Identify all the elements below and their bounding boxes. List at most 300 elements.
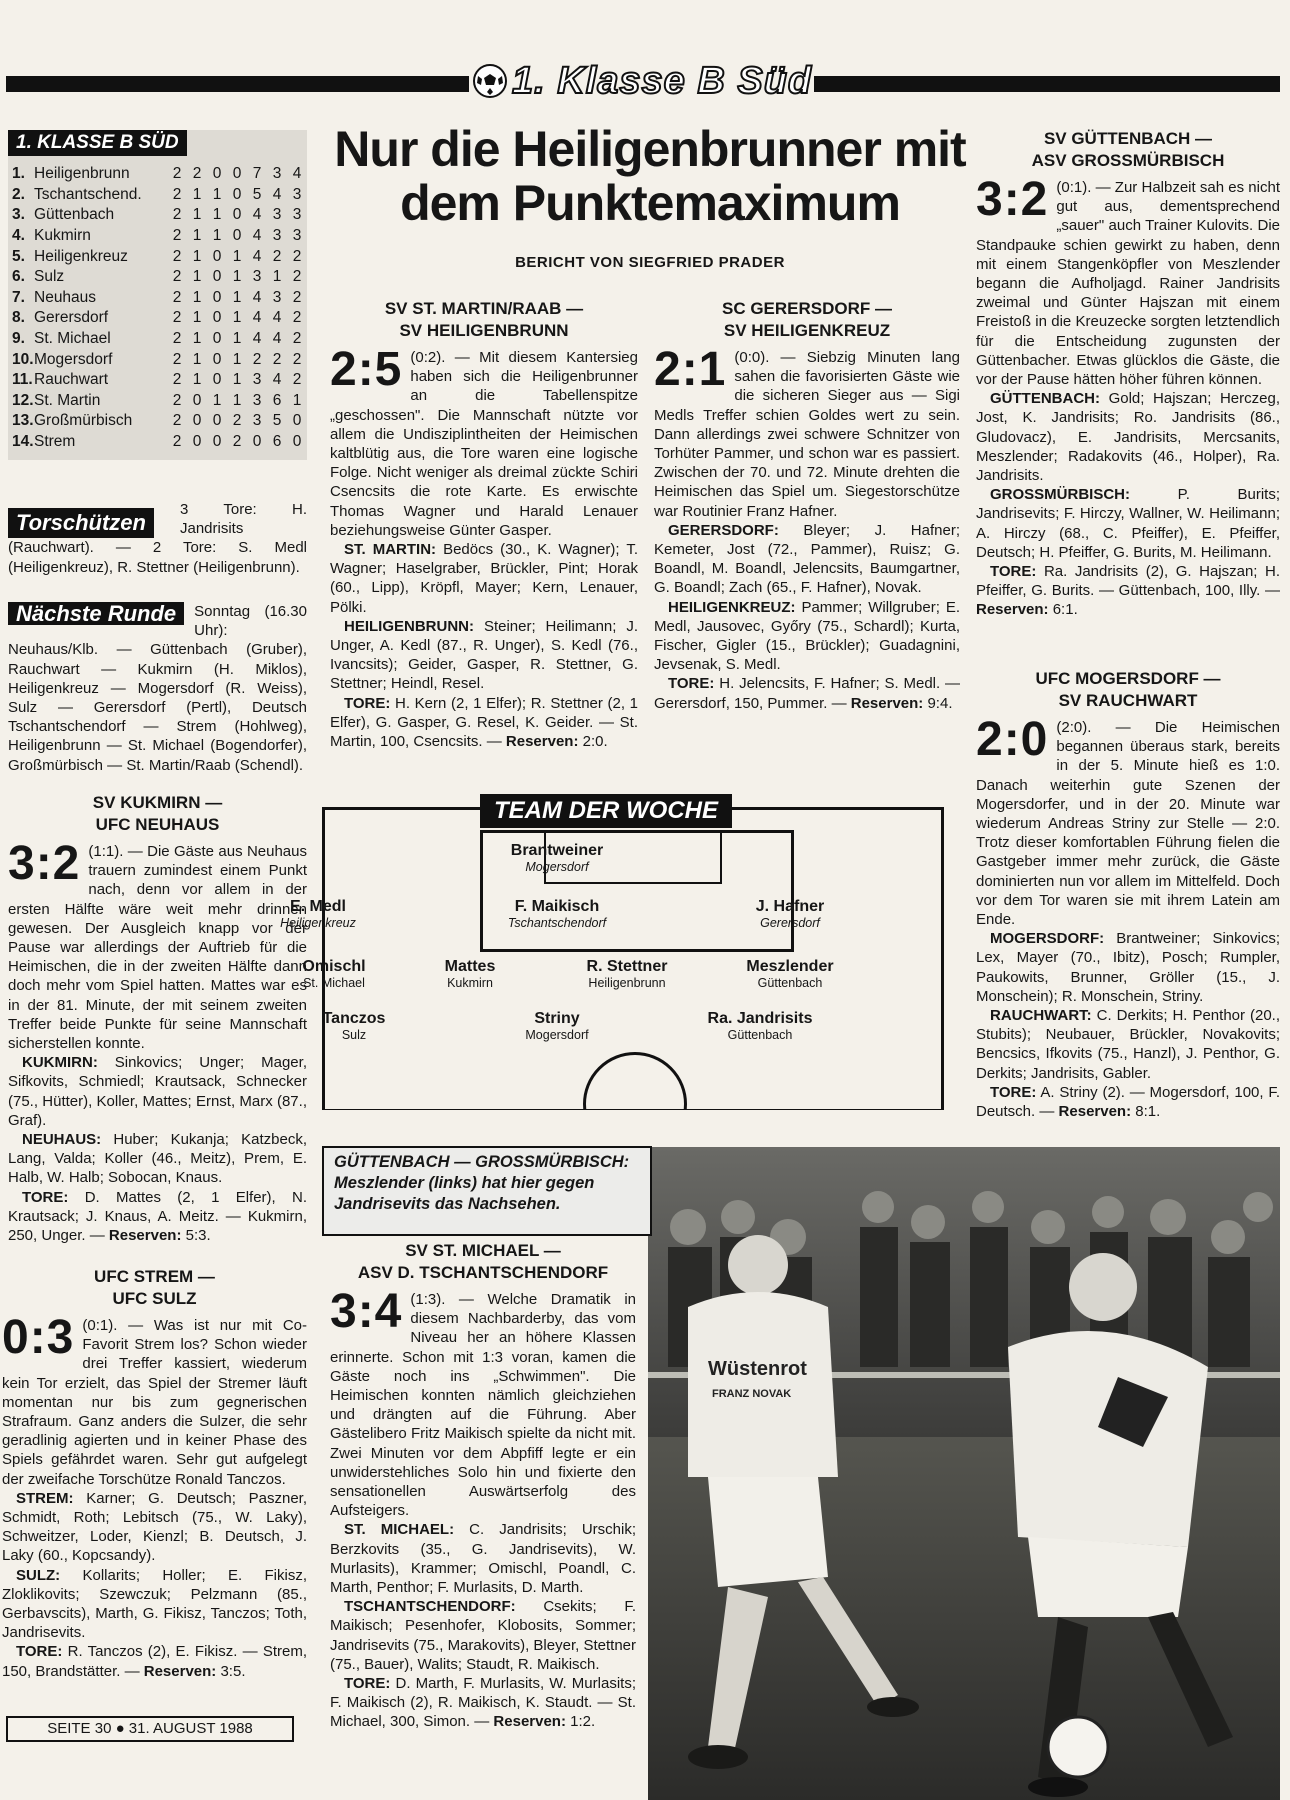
league-stat: 0 xyxy=(252,433,262,451)
lineup-home-text: Karner; G. Deutsch; Paszner, Schmidt, Roth; Lebitsch (75., W. Laky), Schweitzer, Loder, Kienzl; B. Deutsch, J. Laky (60., Kopcsandy). xyxy=(2,1489,307,1565)
game-score: 3:4 xyxy=(330,1285,403,1338)
league-stat: 4 xyxy=(252,330,262,348)
goals xyxy=(976,562,1280,620)
lineup-home-text: Sinkovics; Unger; Mager, Sifkovits, Schmiedl; Krautsack, Schnecker (75., Hütter), Koller, Mattes; Ernst, Marx (87., Graf). xyxy=(8,1054,307,1129)
league-row xyxy=(12,288,307,309)
league-stat: 1 xyxy=(232,309,242,327)
lineup-away-label: GROSSMÜRBISCH: xyxy=(990,486,1131,504)
game-title-line1: SV KUKMIRN — xyxy=(92,793,223,812)
league-stat: 4 xyxy=(252,227,262,245)
game-score: 3:2 xyxy=(976,173,1049,226)
section-title: 1. Klasse B Süd xyxy=(512,60,813,102)
league-team: Großmürbisch xyxy=(34,412,133,430)
league-stat: 2 xyxy=(172,247,182,265)
player-club: Heiligenbrunn xyxy=(588,976,666,990)
lineup-home xyxy=(2,1489,307,1566)
football-icon xyxy=(473,64,507,98)
league-stat: 0 xyxy=(212,350,222,368)
game-title-line1: UFC MOGERSDORF — xyxy=(1035,669,1221,688)
reserves-label: Reserven: xyxy=(108,1227,182,1245)
league-position: 6. xyxy=(12,268,25,286)
goals xyxy=(330,694,638,752)
lineup-home-label: ST. MICHAEL: xyxy=(344,1521,455,1539)
league-stat: 1 xyxy=(232,288,242,306)
league-stat: 0 xyxy=(212,247,222,265)
league-stat: 1 xyxy=(192,268,202,286)
lineup-home-text: Bedöcs (30., K. Wagner); T. Wagner; Haselgraber, Brückler, Pint; Horak (60., Lipp), Kröpfl, Mayer; Kern, Lenauer, Pölki. xyxy=(330,541,638,616)
game-report xyxy=(330,1285,636,1520)
league-stat: 1 xyxy=(192,330,202,348)
league-stat: 2 xyxy=(272,247,282,265)
article-michael-tschantschendorf xyxy=(330,1240,636,1796)
lineup-away xyxy=(654,598,960,675)
league-team: Heiligenbrunn xyxy=(34,165,130,183)
league-stat: 4 xyxy=(252,309,262,327)
team-of-week-player xyxy=(477,842,637,874)
shirt-sponsor-text: Wüstenrot xyxy=(708,1358,807,1380)
league-table-label: 1. KLASSE B SÜD xyxy=(8,130,187,156)
league-stat: 1 xyxy=(292,391,302,409)
game-title-line2: UFC NEUHAUS xyxy=(95,815,220,834)
reserves-label: Reserven: xyxy=(1058,1103,1132,1121)
league-position: 9. xyxy=(12,330,25,348)
player-name: J. Hafner xyxy=(755,898,825,915)
lineup-home-text: Bleyer; J. Hafner; Kemeter, Jost (72., Pammer), Ruisz; G. Boandl, M. Boandl, Jelencsits, Baumgartner, G. Boandl; Zach (65., F. Hafner), Novak. xyxy=(654,521,960,597)
league-stat: 1 xyxy=(232,330,242,348)
game-report-text: (0:1). — Was ist nur mit Co-Favorit Strem los? Schon wieder drei Treffer kassiert, wiederum kein Tor erzielt, das Spiel der Stremer läuft momentan nur bis zum gegnerischen Strafraum. Ganz anders die Sulzer, die sehr geradlinig agierten und in keiner Phase des Spiels gefährdet waren. Sehr gut aufgelegt der zweifache Torschütze Ronald Tanczos. xyxy=(2,1317,307,1488)
reserves-label: Reserven: xyxy=(850,694,924,712)
league-stat: 1 xyxy=(192,309,202,327)
player-name: R. Stettner xyxy=(586,958,668,975)
game-report xyxy=(976,713,1280,929)
league-stat: 0 xyxy=(232,185,242,203)
league-stat: 2 xyxy=(292,268,302,286)
league-position: 5. xyxy=(12,247,25,265)
league-stat: 4 xyxy=(272,330,282,348)
lineup-home-label: STREM: xyxy=(16,1489,74,1507)
league-team: Güttenbach xyxy=(34,206,115,224)
league-stat: 1 xyxy=(192,227,202,245)
league-stat: 2 xyxy=(172,206,182,224)
league-stat: 3 xyxy=(272,165,282,183)
league-stat: 0 xyxy=(232,206,242,224)
lineup-home-label: ST. MARTIN: xyxy=(344,541,437,559)
game-score: 2:1 xyxy=(654,343,727,396)
player-name: Omischl xyxy=(302,958,366,975)
league-position: 8. xyxy=(12,309,25,327)
lineup-home-label: KUKMIRN: xyxy=(22,1054,98,1072)
league-row xyxy=(12,391,307,412)
league-stat: 1 xyxy=(232,371,242,389)
game-report-text: (0:1). — Zur Halbzeit sah es nicht gut aus, dementsprechend „sauer" auch Trainer Kulovits. Die Standpauke schien gewirkt zu haben, denn mit einem Stangenköpfler von Meszlender begann die Aufholjagd. Rainer Jandrisits zweimal und Günter Hajszan mit einem Freistoß in die Kreuzecke sorgten letztendlich für die Entscheidung zugunsten der Güttenbacher. Etwas glücklos die Gäste, die vor der Pause hätten höher führen können. xyxy=(976,179,1280,389)
player-name: Striny xyxy=(534,1010,580,1027)
team-of-week-player xyxy=(238,898,398,930)
game-title-line1: SV ST. MARTIN/RAAB — xyxy=(384,299,584,318)
player-name: Mattes xyxy=(444,958,496,975)
team-of-week-player xyxy=(710,898,870,930)
league-stat: 3 xyxy=(252,412,262,430)
player-name: Ra. Jandrisits xyxy=(707,1010,813,1027)
lineup-away-text: Pammer; Willgruber; E. Medl, Jausovec, Győry (75., Schardl); Kurta, Fischer, Gigler (15., Brückler); Guadagnini, Jevsenak, S. Medl. xyxy=(654,598,960,674)
league-stat: 3 xyxy=(292,185,302,203)
league-stat: 2 xyxy=(232,433,242,451)
league-stat: 2 xyxy=(172,288,182,306)
header-rule-left xyxy=(6,76,469,92)
lineup-away xyxy=(976,485,1280,562)
game-report-text: (1:3). — Welche Dramatik in diesem Nachbarderby, das vom Niveau her an höhere Klassen erinnerte. Schon mit 1:3 voran, kamen die Gäste noch ins „Schwimmen". Die Heimischen konnten nämlich gleichziehen und drängten auf die Führung. Aber Gästelibero Fritz Maikisch spielte da nicht mit. Zwei Minuten vor dem Abpfiff legte er ein unwiderstehliches Solo hin und fixierte den sensationellen Auswärtserfolg des Aufsteigers. xyxy=(330,1291,636,1520)
photo-caption: GÜTTENBACH — GROSSMÜRBISCH: Meszlender (links) hat hier gegen Jandrisevits das Nachsehen. xyxy=(334,1153,630,1213)
lineup-away xyxy=(2,1566,307,1643)
article-mogersdorf-rauchwart xyxy=(976,668,1280,1138)
league-stat: 2 xyxy=(292,371,302,389)
league-team: Neuhaus xyxy=(34,288,97,306)
league-stat: 6 xyxy=(272,391,282,409)
league-row xyxy=(12,349,307,370)
league-stat: 5 xyxy=(252,185,262,203)
league-stat: 1 xyxy=(192,350,202,368)
game-report xyxy=(976,173,1280,389)
article-kukmirn-neuhaus xyxy=(8,792,307,1252)
league-stat: 5 xyxy=(272,412,282,430)
reserves-label: Reserven: xyxy=(976,601,1049,619)
goals-text: D. Marth, F. Murlasits, W. Murlasits; F. Maikisch (2), R. Maikisch, K. Staudt. — St. Michael, 300, Simon. — xyxy=(330,1675,636,1731)
league-stat: 4 xyxy=(272,309,282,327)
lineup-home xyxy=(976,929,1280,1006)
league-stat: 1 xyxy=(192,185,202,203)
league-stat: 1 xyxy=(232,268,242,286)
lineup-away xyxy=(976,1006,1280,1083)
team-of-week-player xyxy=(547,958,707,990)
lineup-home-label: MOGERSDORF: xyxy=(990,930,1105,948)
league-stat: 3 xyxy=(292,227,302,245)
lineup-home xyxy=(330,1520,636,1597)
league-team: St. Michael xyxy=(34,330,111,348)
game-title-line2: SV HEILIGENBRUNN xyxy=(399,321,569,340)
lineup-away-label: HEILIGENKREUZ: xyxy=(668,598,796,616)
league-row xyxy=(12,205,307,226)
game-report-text: (1:1). — Die Gäste aus Neuhaus trauern zumindest einem Punkt nach, denn vor allem in der ersten Hälfte wäre weit mehr drinnen gewesen. Der Ausgleich knapp vor der Pause war allerdings der Auftrieb für die Heimischen, die in der zweiten Hälfte dann doch mehr vom Spiel hatten. Mattes war es in der 81. Minute, der mit seinem zweiten Treffer beide Punkte für seine Mannschaft sicherstellen konnte. xyxy=(8,843,307,1053)
league-team: Kukmirn xyxy=(34,227,91,245)
league-team: Rauchwart xyxy=(34,371,109,389)
team-of-week-player xyxy=(477,898,637,930)
goals xyxy=(654,674,960,712)
league-stat: 2 xyxy=(172,330,182,348)
league-row xyxy=(12,267,307,288)
league-stat: 7 xyxy=(252,165,262,183)
league-position: 12. xyxy=(12,391,34,409)
league-stat: 1 xyxy=(232,247,242,265)
game-score: 2:0 xyxy=(976,713,1049,766)
reserves-score: 6:1. xyxy=(1052,601,1078,619)
league-stat: 2 xyxy=(172,185,182,203)
game-report xyxy=(8,837,307,1053)
game-report-text: (2:0). — Die Heimischen begannen überaus stark, bereits in der 5. Minute hieß es 1:0. Danach weiterhin gute Szenen der Mogersdorfer, und in der 20. Minute war wiederum Andreas Striny zur Stelle — 2:0. Trotz dieser komfortablen Führung fielen die Gastgeber immer mehr zurück, die Gäste dominierten nun vor allem im Mittelfeld. Doch vor dem Tor waren sie mit ihrem Latein am Ende. xyxy=(976,719,1280,929)
lineup-away-text: Huber; Kukanja; Katzbeck, Lang, Valda; Koller (46., Meitz), Prem, E. Halb, W. Halb; Sobocan, Knaus. xyxy=(8,1131,307,1187)
player-club: Gerersdorf xyxy=(760,916,820,930)
game-title-line2: SV RAUCHWART xyxy=(1058,691,1198,710)
league-stat: 1 xyxy=(232,391,242,409)
league-stat: 0 xyxy=(292,412,302,430)
player-name: Tanczos xyxy=(322,1010,386,1027)
goals-text: H. Kern (2, 1 Elfer); R. Stettner (2, 1 Elfer), G. Gasper, G. Resel, K. Geider. — St. Martin, 100, Csencsits. — xyxy=(330,694,638,751)
game-score: 2:5 xyxy=(330,343,403,396)
league-position: 3. xyxy=(12,206,25,224)
lineup-away-label: RAUCHWART: xyxy=(990,1007,1092,1025)
league-stat: 1 xyxy=(212,391,222,409)
league-stat: 2 xyxy=(292,330,302,348)
league-stat: 0 xyxy=(212,412,222,430)
player-name: Meszlender xyxy=(746,958,834,975)
game-score: 0:3 xyxy=(2,1311,75,1364)
article-gerersdorf-heiligenkreuz xyxy=(654,298,960,780)
player-club: Kukmirn xyxy=(447,976,493,990)
lineup-away xyxy=(330,617,638,694)
reserves-score: 8:1. xyxy=(1135,1103,1161,1121)
league-stat: 2 xyxy=(172,268,182,286)
headline: Nur die Heiligenbrunner mit dem Punktemaximum xyxy=(334,121,966,231)
team-of-week-label: TEAM DER WOCHE xyxy=(480,794,732,828)
article-martin-heiligenbrunn xyxy=(330,298,638,780)
league-stat: 4 xyxy=(252,288,262,306)
reserves-label: Reserven: xyxy=(505,733,579,751)
lineup-away-label: HEILIGENBRUNN: xyxy=(344,617,474,635)
league-position: 11. xyxy=(12,371,33,389)
next-round-label: Nächste Runde xyxy=(8,602,184,625)
reserves-score: 2:0. xyxy=(582,733,608,751)
league-stat: 2 xyxy=(292,350,302,368)
reserves-score: 9:4. xyxy=(927,694,953,712)
team-of-week-player xyxy=(390,958,550,990)
league-stat: 1 xyxy=(192,206,202,224)
league-stat: 1 xyxy=(192,247,202,265)
lineup-away-label: TSCHANTSCHENDORF: xyxy=(344,1598,516,1616)
goals-text: A. Striny (2). — Mogersdorf, 100, F. Deutsch. — xyxy=(976,1083,1280,1121)
reserves-label: Reserven: xyxy=(493,1713,566,1731)
league-stat: 4 xyxy=(252,206,262,224)
league-team: Strem xyxy=(34,433,76,451)
player-club: Mogersdorf xyxy=(525,860,589,874)
league-position: 2. xyxy=(12,185,25,203)
player-name: F. Maikisch xyxy=(514,898,600,915)
article-strem-sulz xyxy=(2,1266,307,1710)
lineup-away-text: C. Derkits; H. Penthor (20., Stubits); Neubauer, Brückler, Novakovits; Bencsics, Ifkovits (75., Hanzl), J. Penthor, G. Derkits; Jandrisits, Gabler. xyxy=(976,1007,1280,1082)
goals-text: D. Mattes (2, 1 Elfer), N. Krautsack; J. Knaus, A. Meitz. — Kukmirn, 250, Unger. — xyxy=(8,1188,307,1245)
league-position: 7. xyxy=(12,288,25,306)
league-stat: 4 xyxy=(272,371,282,389)
league-stat: 2 xyxy=(192,165,202,183)
scorers-text-flow: 3 Tore: H. Jandrisits (Rauchwart). — 2 Tore: S. Medl (Heiligenkreuz), R. Stettner (Heiligenbrunn). xyxy=(8,501,307,576)
league-row xyxy=(12,164,307,185)
goals-label: TORE: xyxy=(668,675,715,693)
reserves-label: Reserven: xyxy=(143,1662,217,1680)
league-stat: 0 xyxy=(212,288,222,306)
game-title-line1: SV ST. MICHAEL — xyxy=(405,1241,561,1260)
league-stat: 0 xyxy=(292,433,302,451)
game-title-line1: SC GERERSDORF — xyxy=(721,299,893,318)
reserves-score: 5:3. xyxy=(185,1227,211,1245)
game-title-line1: UFC STREM — xyxy=(94,1267,215,1286)
league-stat: 1 xyxy=(192,288,202,306)
league-row xyxy=(12,329,307,350)
team-of-week-player xyxy=(477,1010,637,1042)
league-stat: 1 xyxy=(232,350,242,368)
game-title-line2: ASV GROSSMÜRBISCH xyxy=(1031,151,1225,170)
league-stat: 0 xyxy=(192,412,202,430)
league-stat: 0 xyxy=(192,391,202,409)
league-stat: 2 xyxy=(172,371,182,389)
league-stat: 4 xyxy=(272,185,282,203)
league-row xyxy=(12,308,307,329)
league-position: 14. xyxy=(12,433,34,451)
lineup-home xyxy=(976,389,1280,485)
team-of-week-player xyxy=(274,1010,434,1042)
league-stat: 2 xyxy=(172,412,182,430)
game-title-line2: SV HEILIGENKREUZ xyxy=(723,321,891,340)
article-guettenbach-grossmuerbisch xyxy=(976,128,1280,658)
lineup-home-label: GERERSDORF: xyxy=(668,521,779,539)
player-club: Heiligenkreuz xyxy=(280,916,356,930)
league-stat: 2 xyxy=(172,227,182,245)
player-club: Güttenbach xyxy=(757,976,823,990)
league-team: Gerersdorf xyxy=(34,309,109,327)
league-stat: 1 xyxy=(212,227,222,245)
player-club: Mogersdorf xyxy=(525,1028,589,1042)
league-position: 4. xyxy=(12,227,25,245)
shirt-sponsor-subtext: FRANZ NOVAK xyxy=(712,1388,792,1400)
league-stat: 2 xyxy=(172,433,182,451)
goals-text: H. Jelencsits, F. Hafner; S. Medl. — Gerersdorf, 150, Pummer. — xyxy=(654,675,960,712)
game-report xyxy=(330,343,638,540)
league-row xyxy=(12,185,307,206)
lineup-home-label: GÜTTENBACH: xyxy=(990,390,1100,408)
lineup-home-text: Brantweiner; Sinkovics; Lex, Mayer (70., Ibitz), Posch; Rumpler, Paukowits, Brunner, Gröller (15., J. Monschein); R. Monschein, Striny. xyxy=(976,930,1280,1005)
goals-label: TORE: xyxy=(990,563,1037,581)
lineup-home xyxy=(8,1053,307,1130)
lineup-away xyxy=(330,1597,636,1674)
league-row xyxy=(12,432,307,453)
lineup-away-text: Kollarits; Holler; E. Fikisz, Zloklikovits; Szewczuk; Pelzmann (85., Gerbavscits), Marth, G. Fikisz, Tanczos; Toth, Jandrisevits. xyxy=(2,1566,307,1642)
goals-label: TORE: xyxy=(16,1643,63,1661)
game-report-text: (0:2). — Mit diesem Kantersieg haben sich die Heiligenbrunner an die Tabellenspitze „geschossen". Die Mannschaft nützte vor allem die Undisziplintheiten der Heimischen kaltblütig aus, die Tore waren eine logische Folge. Nicht weniger als dreimal zückte Schiri Csencsits die rote Karte. Es erwischte Thomas Wagner und Harald Lenauer beziehungsweise Günter Gasper. xyxy=(330,349,638,539)
league-stat: 3 xyxy=(272,288,282,306)
league-stat: 0 xyxy=(192,433,202,451)
league-stat: 2 xyxy=(172,391,182,409)
league-team: Mogersdorf xyxy=(34,350,113,368)
player-name: E. Medl xyxy=(289,898,346,915)
player-club: St. Michael xyxy=(303,976,365,990)
reserves-score: 1:2. xyxy=(570,1713,596,1731)
goals xyxy=(2,1642,307,1680)
header-rule-right xyxy=(814,76,1280,92)
league-stat: 3 xyxy=(252,371,262,389)
game-title-line1: SV GÜTTENBACH — xyxy=(1043,129,1213,148)
league-stat: 2 xyxy=(172,350,182,368)
league-stat: 1 xyxy=(272,268,282,286)
scorers-label: Torschützen xyxy=(8,508,154,538)
league-stat: 2 xyxy=(252,350,262,368)
game-title-line2: UFC SULZ xyxy=(112,1289,197,1308)
league-row xyxy=(12,246,307,267)
league-stat: 1 xyxy=(192,371,202,389)
team-of-week-player xyxy=(680,1010,840,1042)
game-title-line2: ASV D. TSCHANTSCHENDORF xyxy=(357,1263,609,1282)
league-stat: 4 xyxy=(252,247,262,265)
match-photo xyxy=(648,1147,1280,1800)
goals xyxy=(330,1674,636,1732)
league-stat: 2 xyxy=(292,247,302,265)
lineup-away-text: P. Burits; Jandrisevits; F. Hirczy, Wallner, W. Heilimann; A. Hirczy (68., C. Pfeiffer), E. Pfeiffer, Deutsch; H. Pfeiffer, G. Burits, M. Heilimann. xyxy=(976,486,1280,561)
league-stat: 1 xyxy=(212,206,222,224)
game-report xyxy=(2,1311,307,1489)
league-stat: 3 xyxy=(292,206,302,224)
player-club: Sulz xyxy=(341,1028,367,1042)
league-stat: 0 xyxy=(212,268,222,286)
league-stat: 1 xyxy=(212,185,222,203)
league-stat: 2 xyxy=(272,350,282,368)
goals-label: TORE: xyxy=(344,1675,391,1693)
league-row xyxy=(12,370,307,391)
league-team: Heiligenkreuz xyxy=(34,247,128,265)
lineup-away-label: NEUHAUS: xyxy=(22,1131,102,1149)
league-stat: 3 xyxy=(272,227,282,245)
league-stat: 0 xyxy=(212,433,222,451)
league-row xyxy=(12,411,307,432)
next-round-text: Nächste Runde Sonntag (16.30 Uhr): Neuhaus/Klb. — Güttenbach (Gruber), Rauchwart — Kukmirn (H. Miklos), Heiligenkreuz — Mogersdorf (R. Weiss), Sulz — Gerersdorf (Pertl), Deutsch Tschantschendorf — Strem (Hohlweg), Heiligenbrunn — St. Michael (Bogendorfer), Großmürbisch — St. Martin/Raab (Schendl). xyxy=(8,602,307,774)
league-stat: 0 xyxy=(232,165,242,183)
lineup-home-text: Gold; Hajszan; Herczeg, Jost, K. Jandrisits; Ro. Jandrisits (86., Gludovacz), E. Jandrisits, Mercsanits, Meszlender; Radakovits (46., Holper), Ra. Jandrisits. xyxy=(976,390,1280,485)
goals xyxy=(976,1083,1280,1121)
league-stat: 2 xyxy=(172,165,182,183)
lineup-home xyxy=(654,521,960,598)
player-name: Brantweiner xyxy=(510,842,604,859)
lineup-away-label: SULZ: xyxy=(16,1566,61,1584)
league-table xyxy=(12,164,307,452)
goals-text: Ra. Jandrisits (2), G. Hajszan; H. Pfeiffer, G. Burits. — Güttenbach, 100, Illy. — xyxy=(976,563,1280,600)
lineup-home xyxy=(330,540,638,617)
league-position: 10. xyxy=(12,350,34,368)
league-stat: 6 xyxy=(272,433,282,451)
league-stat: 3 xyxy=(272,206,282,224)
goals-label: TORE: xyxy=(344,694,391,712)
team-of-week-player xyxy=(710,958,870,990)
league-stat: 2 xyxy=(232,412,242,430)
player-club: Güttenbach xyxy=(727,1028,793,1042)
league-stat: 0 xyxy=(212,309,222,327)
league-stat: 2 xyxy=(292,288,302,306)
league-stat: 0 xyxy=(212,330,222,348)
league-team: Sulz xyxy=(34,268,65,286)
league-stat: 0 xyxy=(212,165,222,183)
goals xyxy=(8,1188,307,1246)
league-stat: 4 xyxy=(292,165,302,183)
league-stat: 0 xyxy=(212,371,222,389)
lineup-away-text: Csekits; F. Maikisch; Pesenhofer, Klobosits, Sommer; Jandrisevits (75., Marakovits), Bleyer, Stettner (75., Bauer), Walits; Staudt, R. Maikisch. xyxy=(330,1598,636,1673)
byline: BERICHT VON SIEGFRIED PRADER xyxy=(515,254,785,271)
player-club: Tschantschendorf xyxy=(507,916,607,930)
league-team: St. Martin xyxy=(34,391,101,409)
goals-text: R. Tanczos (2), E. Fikisz. — Strem, 150, Brandstätter. — xyxy=(2,1643,307,1680)
reserves-score: 3:5. xyxy=(220,1662,246,1680)
league-stat: 3 xyxy=(252,391,262,409)
game-report-text: (0:0). — Siebzig Minuten lang sahen die favorisierten Gäste wie die sicheren Sieger aus — Sigi Medls Treffer schien Goldes wert zu sein. Dann allerdings zwei schwere Schnitzer von Torhüter Pammer, und schon war es passiert. Zwischen der 70. und 72. Minute drehten die Heimischen das Spiel um. Siegestorschütze war Routinier Franz Hafner. xyxy=(654,349,960,520)
lineup-home-text: C. Jandrisits; Urschik; Berzkovits (35., G. Jandrisevits), W. Murlasits), Krammer; Omischl, Poandl, C. Marth, Penthor; F. Murlasits, D. Marth. xyxy=(330,1521,636,1597)
league-stat: 2 xyxy=(172,309,182,327)
league-position: 1. xyxy=(12,165,25,183)
league-row xyxy=(12,226,307,247)
lineup-away-text: Steiner; Heilimann; J. Unger, A. Kedl (87., R. Unger), S. Kedl (76., Ivancsits); Geider, Gasper, R. Stettner, G. Stettner; Heindl, Resel. xyxy=(330,617,638,693)
league-position: 13. xyxy=(12,412,34,430)
goals-label: TORE: xyxy=(990,1083,1037,1101)
